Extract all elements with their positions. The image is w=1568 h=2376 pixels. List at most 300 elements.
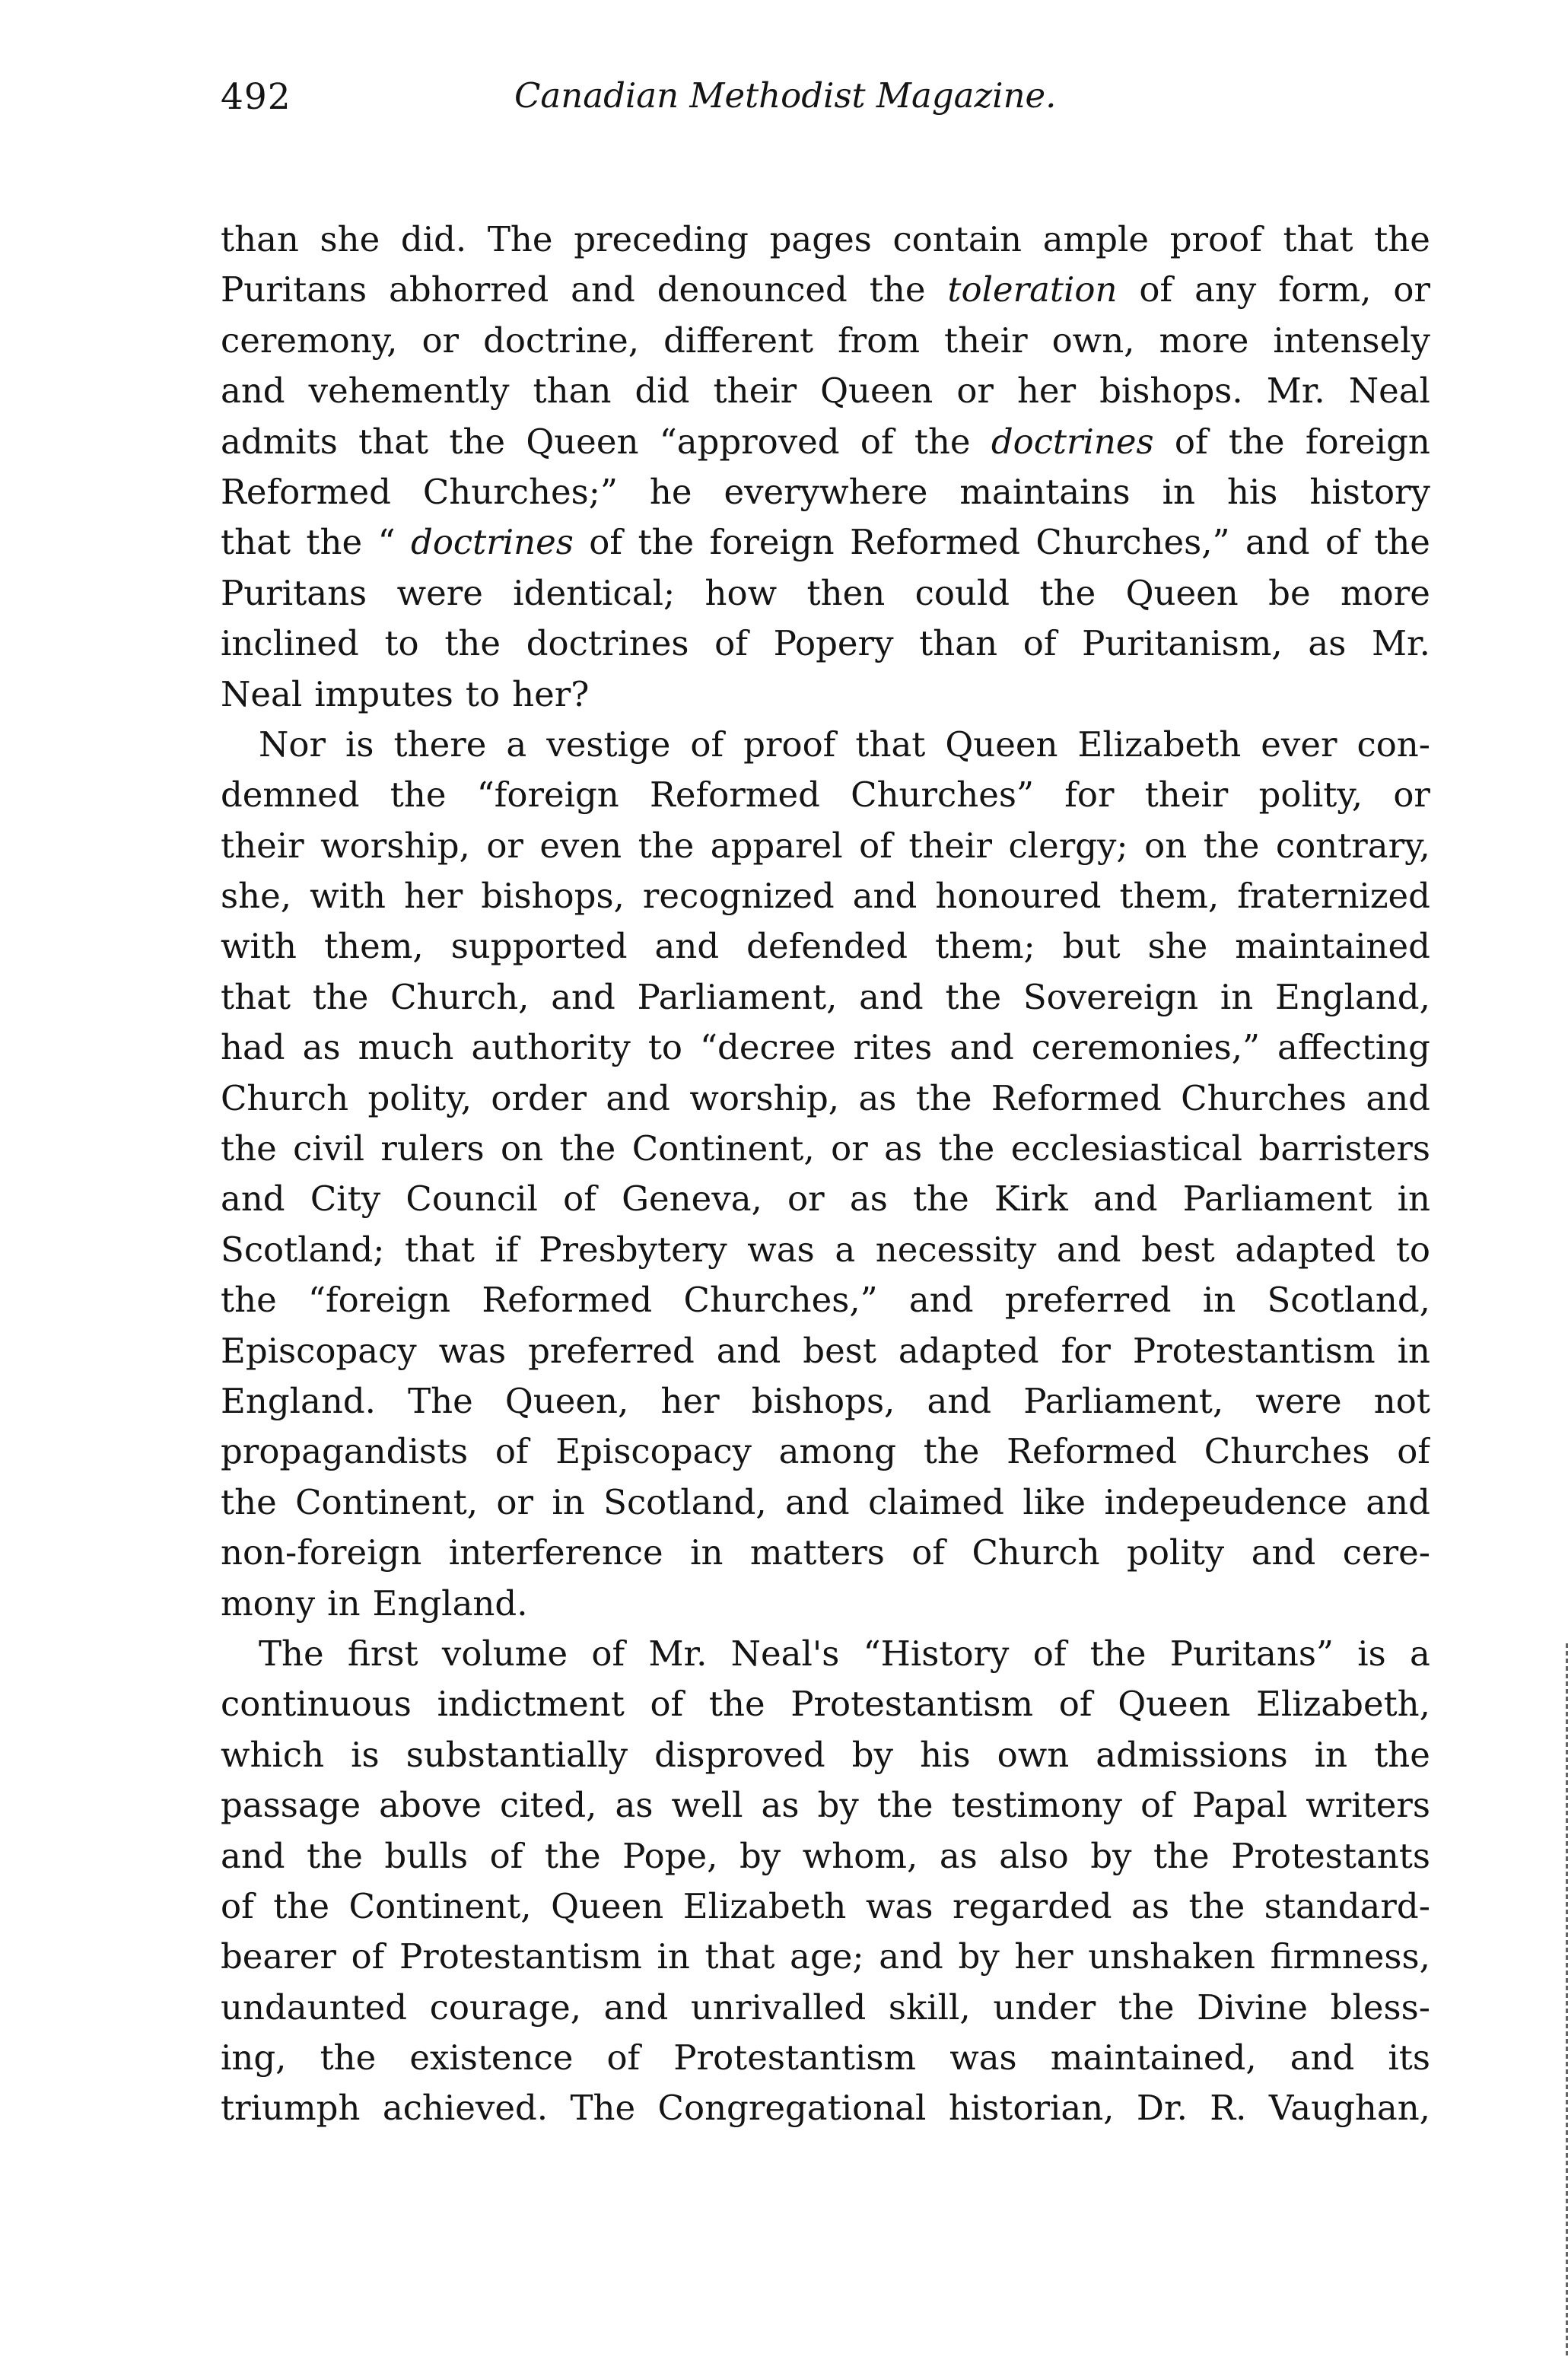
word: history (1309, 471, 1430, 512)
word: Puritans (221, 269, 367, 310)
word: be (1268, 572, 1311, 613)
text-line (221, 2033, 1430, 2083)
word: that (704, 1936, 775, 1977)
word: Queen (551, 1885, 664, 1926)
word: preferred (1004, 1280, 1172, 1321)
word: of (1139, 269, 1173, 310)
word: England. (372, 1582, 528, 1624)
word: also (999, 1835, 1069, 1876)
word: Scotland, (603, 1481, 767, 1522)
word: polity, (1258, 775, 1363, 816)
word: contain (892, 219, 1023, 259)
word: the (444, 623, 501, 664)
word: to (1395, 1229, 1430, 1270)
word: intensely (1273, 320, 1430, 361)
word: and (1056, 1229, 1121, 1270)
word: Elizabeth, (1255, 1684, 1430, 1725)
word: cited, (500, 1785, 597, 1826)
text-line (221, 467, 1430, 517)
page-header (221, 76, 1430, 145)
word: or (787, 1178, 825, 1220)
word: imputes (314, 673, 453, 714)
word: the (1188, 1885, 1245, 1926)
word: matters (749, 1532, 885, 1573)
word: and (1245, 522, 1310, 563)
word: Queen (945, 724, 1058, 765)
word: maintained (1235, 926, 1430, 967)
word: and (949, 1027, 1014, 1068)
book-page (221, 76, 1430, 2134)
word: own (997, 1734, 1070, 1775)
word: than (221, 219, 299, 259)
word: doctrines (411, 522, 574, 563)
word: by (851, 1734, 894, 1775)
running-title: Canadian Methodist Magazine. (514, 75, 1057, 116)
word: the (320, 2037, 377, 2079)
word: any (1194, 269, 1257, 310)
word: as (939, 1835, 978, 1876)
text-line (221, 1730, 1430, 1780)
word: volume (441, 1633, 568, 1674)
word: his (920, 1734, 971, 1775)
word: Mr. (648, 1633, 708, 1674)
word: Continent, (348, 1885, 532, 1926)
word: and (603, 1986, 669, 2028)
word: admissions (1096, 1734, 1288, 1775)
word: of (1032, 1633, 1067, 1674)
word: is (345, 724, 374, 765)
word: the (449, 421, 506, 462)
word: form, (1278, 269, 1372, 310)
word: for (1064, 775, 1115, 816)
word: courage, (429, 1986, 582, 2028)
word: the (1374, 219, 1430, 259)
word: interference (448, 1532, 663, 1573)
word: her (1016, 371, 1077, 412)
word: Geneva, (622, 1178, 762, 1220)
word: con- (1356, 724, 1430, 765)
word: vehemently (308, 371, 510, 412)
word: the (1374, 522, 1430, 563)
word: The (408, 1380, 473, 1421)
word: the (913, 1178, 969, 1220)
word: preceding (574, 219, 749, 259)
word: or (956, 371, 994, 412)
word: fraternized (1237, 876, 1430, 917)
word: first (347, 1633, 418, 1674)
word: worship, (320, 825, 470, 866)
word: how (704, 572, 778, 613)
body-text (221, 215, 1430, 2134)
word: Protestantism (790, 1684, 1034, 1725)
word: by (958, 1936, 1000, 1977)
word: pages (769, 219, 872, 259)
text-line (221, 215, 1430, 265)
word: of (1023, 623, 1057, 664)
word: unrivalled (690, 1986, 867, 2028)
word: was (747, 1229, 815, 1270)
word: preferred (528, 1330, 695, 1371)
word: the (312, 976, 369, 1017)
word: and (221, 371, 285, 412)
word: was (438, 1330, 507, 1371)
word: of (859, 825, 892, 866)
word: as (858, 1077, 897, 1118)
word: Puritans (221, 572, 367, 613)
word: Churches” (851, 775, 1034, 816)
word: on (1144, 825, 1188, 866)
word: Neal (221, 673, 303, 714)
text-line (221, 770, 1430, 820)
text-line (221, 720, 1430, 770)
word: bishops, (481, 876, 625, 917)
word: did. (400, 219, 467, 259)
word: by (1090, 1835, 1132, 1876)
word: then (806, 572, 886, 613)
word: testimony (951, 1785, 1123, 1826)
word: and (221, 1178, 285, 1220)
word: indepeudence (1104, 1481, 1347, 1522)
word: of (563, 1178, 596, 1220)
word: in (552, 1481, 585, 1522)
word: and (1290, 2037, 1355, 2079)
word: Divine (1197, 1986, 1309, 2028)
text-line (221, 1427, 1430, 1477)
word: denounced (657, 269, 848, 310)
text-line (221, 821, 1430, 871)
word: regarded (952, 1885, 1112, 1926)
word: abhorred (389, 269, 549, 310)
word: Parliament, (637, 976, 838, 1017)
word: and (551, 976, 615, 1017)
word: Queen (820, 371, 933, 412)
word: the (708, 1684, 765, 1725)
word: Reformed (850, 522, 1020, 563)
word: triumph (221, 2088, 361, 2129)
word: passage (221, 1785, 361, 1826)
word: she (320, 219, 380, 259)
text-line (221, 1629, 1430, 1679)
word: of (606, 2037, 641, 2079)
word: and (852, 876, 918, 917)
word: is (351, 1734, 380, 1775)
word: Scotland, (1267, 1280, 1430, 1321)
word: in (690, 1532, 724, 1573)
word: doctrines (991, 421, 1154, 462)
word: England, (1274, 976, 1430, 1017)
text-line (221, 417, 1430, 467)
word: above (379, 1785, 482, 1826)
word: or (486, 825, 523, 866)
word: Popery (773, 623, 894, 664)
word: Presbytery (539, 1229, 727, 1270)
word: maintained, (1050, 2037, 1257, 2079)
word: and (221, 1835, 285, 1876)
word: for (1061, 1330, 1111, 1371)
word: their (1144, 775, 1229, 816)
word: Pope, (622, 1835, 718, 1876)
word: continuous (221, 1684, 412, 1725)
word: “approved (659, 421, 840, 462)
word: a (1410, 1633, 1430, 1674)
text-line (221, 1225, 1430, 1275)
word: “foreign (307, 1280, 451, 1321)
word: adapted (1235, 1229, 1376, 1270)
word: which (221, 1734, 325, 1775)
word: affecting (1277, 1027, 1430, 1068)
word: their (943, 320, 1028, 361)
word: the (307, 1835, 363, 1876)
word: bulls (384, 1835, 469, 1876)
word: to (465, 673, 501, 714)
word: she (1147, 926, 1208, 967)
word: in (1220, 976, 1254, 1017)
word: as (1131, 1885, 1169, 1926)
word: with (221, 926, 297, 967)
word: them; (935, 926, 1035, 967)
word: Mr. (1266, 371, 1325, 412)
word: the (869, 269, 926, 310)
word: and (927, 1380, 992, 1421)
word: with (310, 876, 386, 917)
word: doctrine, (483, 320, 640, 361)
word: the (390, 775, 447, 816)
word: as (849, 1178, 888, 1220)
word: of (495, 1431, 529, 1472)
word: were (396, 572, 483, 613)
word: and (1251, 1532, 1316, 1573)
word: as (761, 1785, 800, 1826)
word: its (1388, 2037, 1430, 2079)
word: that (358, 421, 429, 462)
word: firmness, (1270, 1936, 1430, 1977)
word: identical; (513, 572, 676, 613)
word: the (306, 522, 363, 563)
word: the (221, 1128, 277, 1169)
text-line (221, 1881, 1430, 1932)
word: best (803, 1330, 876, 1371)
word: achieved. (382, 2088, 549, 2129)
word: or (831, 1128, 868, 1169)
word: or (1393, 269, 1430, 310)
word: Congregational (657, 2088, 927, 2129)
word: more (1341, 572, 1430, 613)
word: existence (409, 2037, 574, 2079)
text-line (221, 1528, 1430, 1578)
word: different (663, 320, 814, 361)
word: the (221, 1280, 277, 1321)
word: and (859, 976, 924, 1017)
word: “decree (700, 1027, 836, 1068)
word: ever (1261, 724, 1337, 765)
text-line (221, 517, 1430, 568)
word: or (421, 320, 460, 361)
word: is (1357, 1633, 1386, 1674)
word: maintains (959, 471, 1131, 512)
word: the (638, 522, 695, 563)
word: polity, (367, 1077, 472, 1118)
word: “History (863, 1633, 1010, 1674)
word: from (838, 320, 920, 361)
text-line (221, 972, 1430, 1023)
word: Elizabeth (682, 1885, 847, 1926)
word: bearer (221, 1936, 336, 1977)
word: Church, (390, 976, 530, 1017)
word: rites (853, 1027, 933, 1068)
word: R. (1210, 2088, 1247, 2129)
word: Episcopacy (555, 1431, 752, 1472)
word: but (1062, 926, 1121, 967)
word: her (404, 876, 463, 917)
word: Episcopacy (221, 1330, 417, 1371)
word: Scotland; (221, 1229, 385, 1270)
word: if (495, 1229, 519, 1270)
word: Reformed (482, 1280, 653, 1321)
word: rulers (380, 1128, 485, 1169)
word: by (739, 1835, 781, 1876)
text-line (221, 1679, 1430, 1729)
word: order (491, 1077, 587, 1118)
word: Protestantism (1132, 1330, 1376, 1371)
text-line (221, 568, 1430, 619)
text-line (221, 1275, 1430, 1325)
word: she, (221, 876, 292, 917)
word: everywhere (724, 471, 928, 512)
word: ecclesiastical (1010, 1128, 1243, 1169)
word: of (589, 522, 622, 563)
word: necessity (875, 1229, 1037, 1270)
word: best (1141, 1229, 1215, 1270)
word: had (221, 1027, 285, 1068)
word: that (1283, 219, 1353, 259)
word: even (539, 825, 622, 866)
word: Parliament, (1023, 1380, 1224, 1421)
word: barristers (1258, 1128, 1430, 1169)
word: the (1228, 421, 1285, 462)
word: the (221, 1481, 277, 1522)
word: worship, (689, 1077, 840, 1118)
word: The (570, 2088, 636, 2129)
word: to (384, 623, 419, 664)
word: like (1023, 1481, 1086, 1522)
word: of (650, 1684, 684, 1725)
text-line (221, 1326, 1430, 1376)
word: of (911, 1532, 946, 1573)
word: foreign (1305, 421, 1430, 462)
word: as (302, 1027, 341, 1068)
text-line (221, 1124, 1430, 1174)
word: on (501, 1128, 544, 1169)
word: Churches (1204, 1431, 1370, 1472)
word: polity (1127, 1532, 1225, 1573)
word: Churches;” (422, 471, 618, 512)
word: proof (1169, 219, 1262, 259)
word: Reformed (1007, 1431, 1178, 1472)
word: not (1373, 1380, 1430, 1421)
word: or (1393, 775, 1430, 816)
text-line (221, 871, 1430, 921)
text-line (221, 1983, 1430, 2033)
word: of (1058, 1684, 1093, 1725)
word: Council (406, 1178, 538, 1220)
word: the (273, 1885, 329, 1926)
word: own, (1051, 320, 1135, 361)
word: the (1089, 1633, 1147, 1674)
word: the (1039, 572, 1096, 613)
word: the (638, 825, 695, 866)
word: them, (1119, 876, 1220, 917)
word: unshaken (1088, 1936, 1255, 1977)
word: the (1374, 1734, 1430, 1775)
text-line (221, 1579, 1430, 1629)
word: Reformed (650, 775, 820, 816)
word: The (487, 219, 553, 259)
text-line (221, 619, 1430, 669)
text-line (221, 1780, 1430, 1831)
word: ample (1042, 219, 1150, 259)
word: Sovereign (1023, 976, 1199, 1017)
word: of (1325, 522, 1359, 563)
word: could (914, 572, 1010, 613)
word: to (647, 1027, 683, 1068)
word: Protestants (1231, 1835, 1430, 1876)
word: well (671, 1785, 743, 1826)
word: that (221, 976, 291, 1017)
word: Neal (1348, 371, 1430, 412)
word: Protestantism (673, 2037, 917, 2079)
word: in (1162, 471, 1195, 512)
word: bishops, (751, 1380, 895, 1421)
text-line (221, 670, 1430, 720)
word: proof (743, 724, 836, 765)
word: Kirk (994, 1178, 1068, 1220)
text-line (221, 1073, 1430, 1124)
word: Nor (259, 724, 326, 765)
word: their (713, 371, 797, 412)
word: there (393, 724, 487, 765)
word: historian, (948, 2088, 1115, 2129)
word: the (1153, 1835, 1210, 1876)
word: claimed (868, 1481, 1004, 1522)
word: and (1366, 1481, 1430, 1522)
word: apparel (710, 825, 843, 866)
word: cere- (1342, 1532, 1430, 1573)
word: substantially (406, 1734, 628, 1775)
word: in (1314, 1734, 1348, 1775)
word: mony (221, 1582, 316, 1624)
word: he (649, 471, 692, 512)
word: by (817, 1785, 859, 1826)
word: “foreign (476, 775, 619, 816)
text-line (221, 366, 1430, 416)
word: supported (450, 926, 628, 967)
word: and (716, 1330, 781, 1371)
word: the (1203, 825, 1260, 866)
word: Puritans” (1169, 1633, 1334, 1674)
word: among (778, 1431, 897, 1472)
word: Elizabeth (1077, 724, 1242, 765)
word: that (221, 522, 291, 563)
word: of (591, 1633, 625, 1674)
word: toleration (947, 269, 1118, 310)
word: honoured (935, 876, 1102, 917)
word: authority (471, 1027, 631, 1068)
word: Neal's (730, 1633, 840, 1674)
word: under (993, 1986, 1096, 2028)
word: City (310, 1178, 381, 1220)
word: Church (221, 1077, 349, 1118)
word: her (1014, 1936, 1073, 1977)
